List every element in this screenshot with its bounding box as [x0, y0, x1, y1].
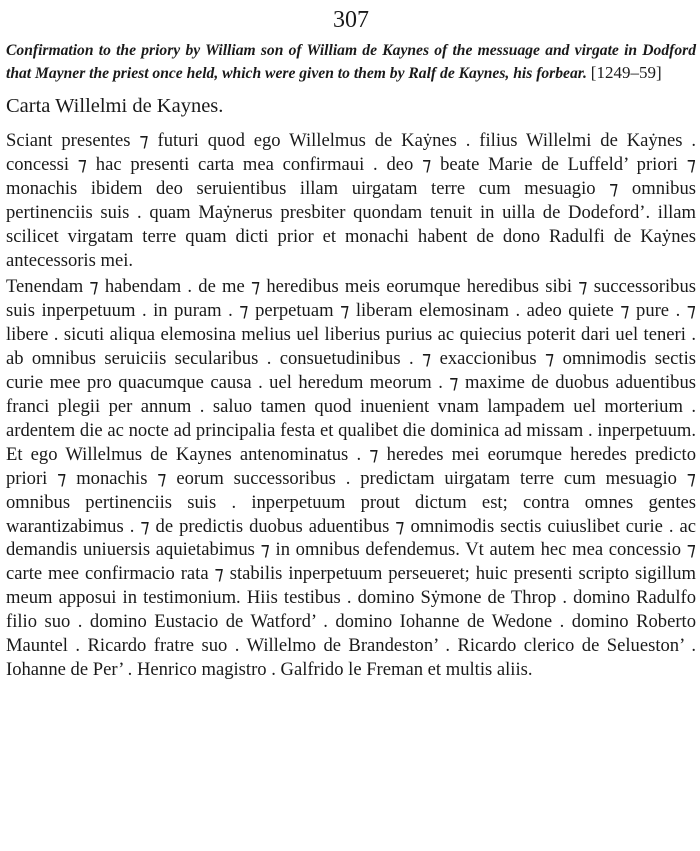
summary-date: [1249–59] [590, 63, 662, 82]
page-number: 307 [333, 7, 369, 33]
charter-summary [6, 40, 696, 85]
charter-title: Carta Willelmi de Kaynes. [6, 95, 224, 117]
charter-paragraph-1: Sciant presentes ⁊ futuri quod ego Willelmus de Kaẏnes . filius Willelmi de Kaẏnes . concessi ⁊ hac presenti carta mea confirmaui . deo ⁊ beate Marie de Luffeld’ priori ⁊ monachis ibidem deo seruientibus illam uirgatam terre cum mesuagio ⁊ omnibus pertinenciis suis . quam Maẏnerus presbiter quondam tenuit in uilla de Dodeford’. illam scilicet virgatam terre quam dicti prior et monachi habent de dono Radulfi de Kaẏnes antecessoris mei. [6, 130, 696, 271]
document-page [6, 6, 696, 685]
charter-paragraph-2: Tenendam ⁊ habendam . de me ⁊ heredibus meis eorumque heredibus sibi ⁊ successoribus suis inperpetuum . in puram . ⁊ perpetuam ⁊ liberam elemosinam . adeo quiete ⁊ pure . ⁊ libere . sicuti aliqua elemosina melius uel liberius purius ac quiecius poterit dari uel teneri . ab omnibus seruiciis secularibus . consuetudinibus . ⁊ exaccionibus ⁊ omnimodis sectis curie mee pro quacumque causa . uel heredum meorum . ⁊ maxime de duobus aduentibus franci plegii per annum . saluo tamen quod inuenient vnam lampadem uel morterium . ardentem die ac nocte ad principalia festa et qualibet die dominica ad missam . inperpetuum. Et ego Willelmus de Kaynes antenominatus . ⁊ heredes mei eorumque heredes predicto priori ⁊ monachis ⁊ eorum successoribus . predictam uirgatam terre cum mesuagio ⁊ omnibus pertinenciis suis . inperpetuum prout dictum est; contra omnes gentes warantizabimus . ⁊ de predictis duobus aduentibus ⁊ omnimodis sectis cuiuslibet curie . ac demandis uniuersis aquietabimus ⁊ in omnibus defendemus. Vt autem hec mea concessio ⁊ carte mee confirmacio rata ⁊ stabilis inperpetuum perseueret; huic presenti scripto sigillum meum apposui in testimonium. Hiis testibus . domino Sẏmone de Throp . domino Radulfo filio suo . domino Eustacio de Watford’ . domino Iohanne de Wedone . domino Roberto Mauntel . Ricardo fratre suo . Willelmo de Brandeston’ . Ricardo clerico de Selueston’ . Iohanne de Per’ . Henrico magistro . Galfrido le Freman et multis aliis. [6, 276, 696, 680]
summary-text: Confirmation to the priory by William son of William de Kaynes of the messuage and virgate in Dodford that Mayner the priest once held, which were given to them by Ralf de Kaynes, his forbear. [6, 42, 696, 82]
